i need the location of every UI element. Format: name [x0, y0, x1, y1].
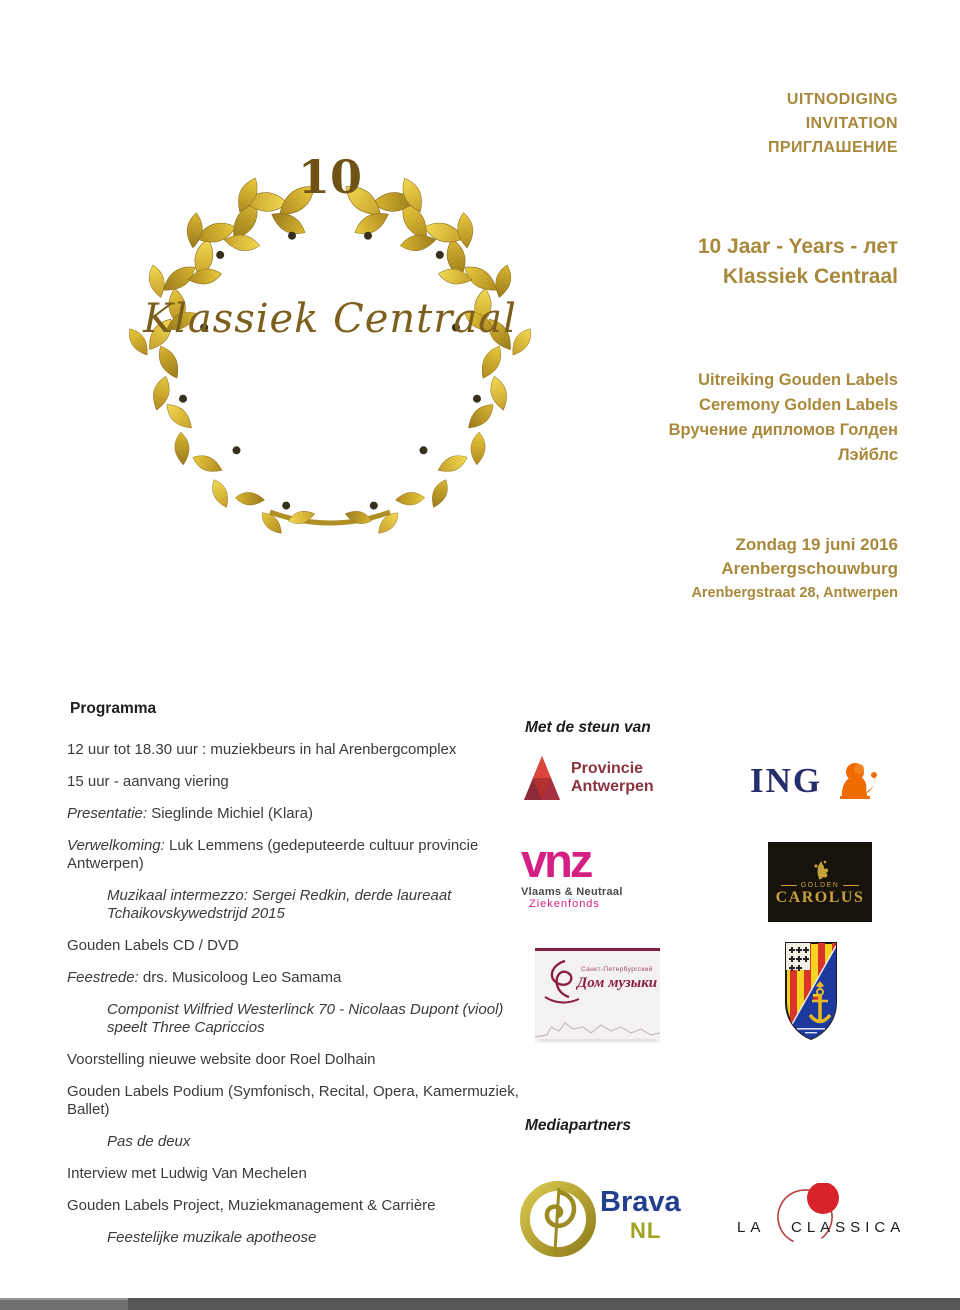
program-item: Voorstelling nieuwe website door Roel Dolhain: [67, 1051, 376, 1068]
program-item: Gouden Labels Podium (Symfonisch, Recital, Opera, Kamermuziek, Ballet): [67, 1083, 519, 1118]
dom-small-label: Санкт-Петербургский: [581, 966, 653, 973]
vnz-subtitle2: Ziekenfonds: [529, 898, 600, 910]
scrollbar-thumb[interactable]: [0, 1298, 128, 1310]
program-item: 15 uur - aanvang viering: [67, 773, 229, 790]
golden-carolus-logo: [768, 842, 872, 922]
title-line: 10 Jaar - Years - лет: [697, 235, 898, 258]
program-section: [67, 700, 529, 1261]
laurel-wreath-logo: [95, 138, 565, 568]
coat-of-arms-icon: [783, 940, 839, 1042]
provincie-label-line2: Antwerpen: [571, 778, 654, 795]
brava-nl-logo: [518, 1178, 688, 1262]
program-heading: Programma: [70, 700, 157, 717]
carolus-rule: [843, 885, 859, 886]
program-list: [67, 741, 529, 1247]
ceremony-heading: [669, 368, 898, 468]
dom-wordmark: Дом музыки: [577, 975, 658, 991]
carolus-rule: [781, 885, 797, 886]
ing-wordmark: ING: [750, 761, 823, 800]
ceremony-line: Ceremony Golden Labels: [699, 396, 898, 414]
dom-building-sketch: [535, 1015, 660, 1041]
ing-logo: [750, 760, 880, 802]
classica-word-la: LA: [737, 1219, 766, 1236]
anniversary-title: [698, 232, 898, 292]
program-item: Feestelijke muzikale apotheose: [107, 1229, 317, 1246]
horizontal-scrollbar[interactable]: [0, 1298, 960, 1310]
title-line: Klassiek Centraal: [722, 265, 898, 288]
dom-muzyki-logo: [535, 948, 660, 1043]
program-item: Componist Wilfried Westerlinck 70 - Nicolaas Dupont (viool) speelt Three Capriccios: [107, 1001, 504, 1036]
program-item: Interview met Ludwig Van Mechelen: [67, 1165, 307, 1182]
mediapartners-heading: Mediapartners: [525, 1117, 631, 1134]
program-item: Presentatie: Sieglinde Michiel (Klara): [67, 805, 313, 822]
ing-lion-icon: [828, 760, 880, 802]
invitation-line: INVITATION: [805, 115, 898, 132]
program-item: Gouden Labels CD / DVD: [67, 937, 239, 954]
program-item: Verwelkoming: Luk Lemmens (gedeputeerde cultuur provincie Antwerpen): [67, 837, 479, 872]
ceremony-line: Лэйблс: [837, 446, 898, 464]
carolus-wordmark: CAROLUS: [775, 888, 865, 906]
sponsors-heading: Met de steun van: [525, 719, 651, 736]
program-item: 12 uur tot 18.30 uur : muziekbeurs in hal Arenbergcomplex: [67, 741, 457, 758]
carolus-emblem-icon: [809, 858, 831, 880]
event-details: [691, 533, 898, 605]
event-address: Arenbergstraat 28, Antwerpen: [691, 585, 898, 601]
classica-word-classica: CLASSICA: [791, 1219, 906, 1236]
brava-nl-label: NL: [630, 1218, 662, 1243]
brava-clef-icon: [518, 1178, 598, 1260]
ceremony-line: Uitreiking Gouden Labels: [698, 371, 898, 389]
program-item: Muzikaal intermezzo: Sergei Redkin, derde laureaat Tchaikovskywedstrijd 2015: [107, 887, 452, 922]
invitation-heading: [768, 88, 898, 160]
invitation-line: ПРИГЛАШЕНИЕ: [767, 139, 898, 156]
event-date: Zondag 19 juni 2016: [735, 535, 898, 554]
brava-wordmark: Brava: [600, 1186, 681, 1218]
ceremony-line: Вручение дипломов Голден: [668, 421, 898, 439]
program-item: Feestrede: drs. Musicoloog Leo Samama: [67, 969, 342, 986]
provincie-triangle-icon: [523, 755, 561, 801]
wreath-number: 10: [297, 150, 362, 204]
wreath-brand-text: Klassiek Centraal: [143, 296, 517, 342]
event-venue: Arenbergschouwburg: [721, 559, 898, 578]
vnz-logo: [521, 834, 651, 910]
provincie-label-line1: Provincie: [571, 760, 644, 777]
program-item: Gouden Labels Project, Muziekmanagement & Carrière: [67, 1197, 436, 1214]
vnz-wordmark: vnz: [521, 834, 591, 887]
carolus-top-label: GOLDEN: [800, 881, 840, 889]
vnz-subtitle: Vlaams & Neutraal: [521, 886, 623, 898]
provincie-antwerpen-logo: [523, 755, 654, 801]
program-item: Pas de deux: [107, 1133, 191, 1150]
la-classica-logo: [733, 1183, 906, 1255]
invitation-line: UITNODIGING: [786, 91, 898, 108]
